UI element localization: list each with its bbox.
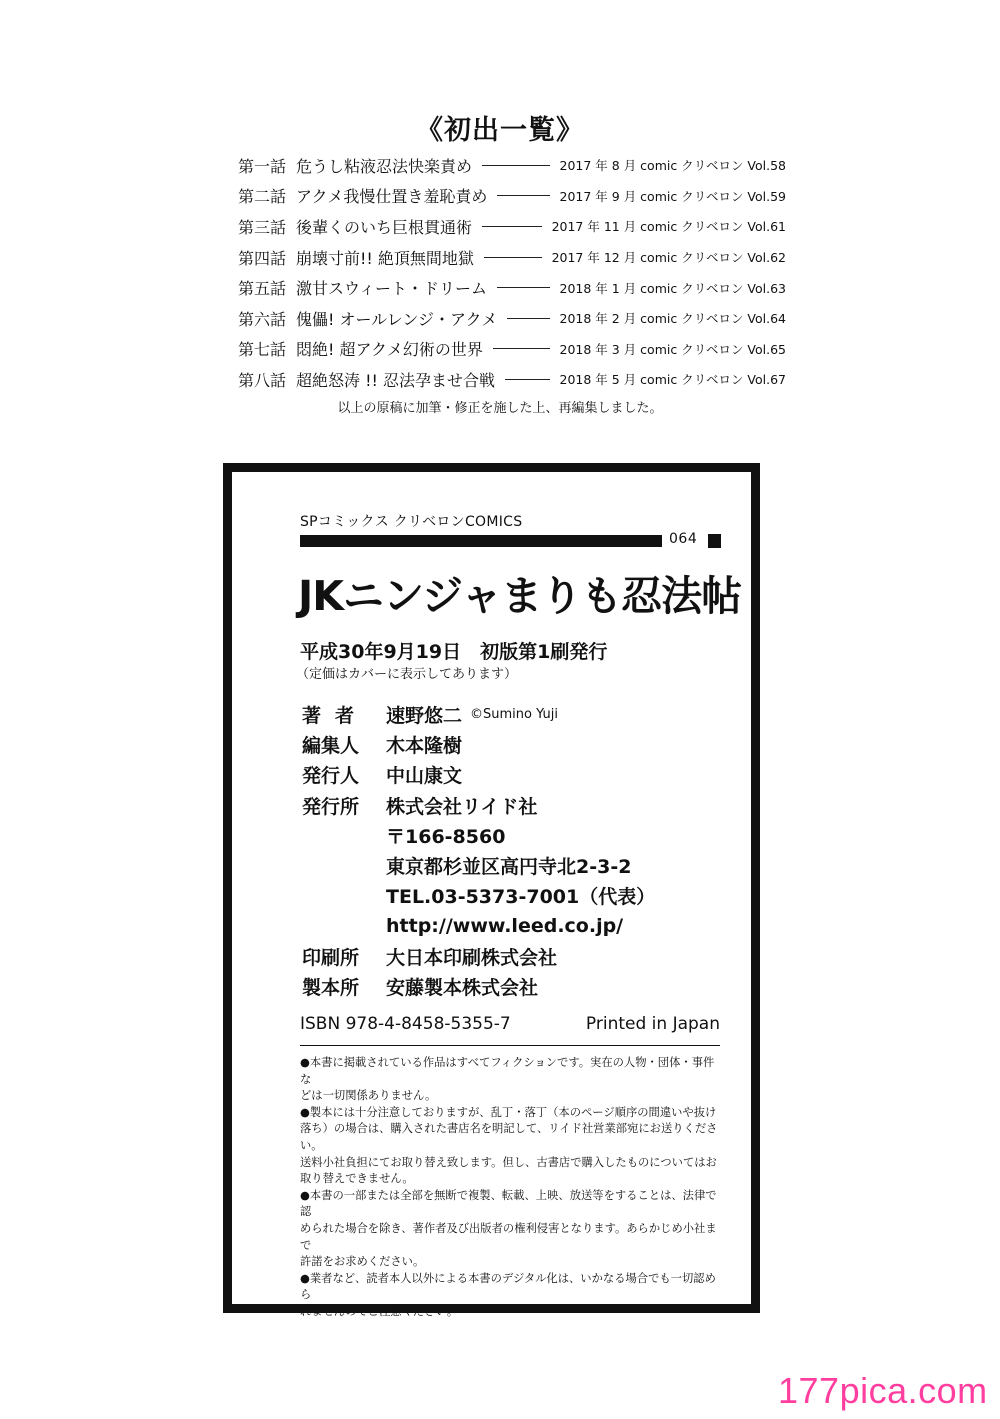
volume-square: [708, 534, 721, 548]
credit-row: [302, 881, 732, 911]
notice-item: [300, 1055, 725, 1105]
leader-line: [484, 257, 542, 258]
notice-line: ●本書の一部または全部を無断で複製、転載、上映、放送等をすることは、法律で認: [300, 1188, 717, 1219]
publication-date: 平成30年9月19日 初版第1刷発行: [300, 641, 608, 663]
episode-row: [238, 272, 786, 303]
episode-number: 第五話: [238, 279, 287, 299]
leader-line: [493, 348, 550, 349]
episode-title: 危うし粘液忍法快楽責め: [296, 156, 473, 176]
printed-in: Printed in Japan: [585, 1014, 720, 1034]
leader-line: [497, 287, 549, 288]
credit-label: 発行人: [302, 765, 360, 788]
credit-row: [302, 790, 732, 820]
credit-row: [302, 941, 732, 971]
credit-label: 発行所: [302, 795, 360, 818]
credit-value: 速野悠二: [386, 704, 463, 727]
credit-value: 木本隆樹: [386, 734, 463, 757]
episode-number: 第一話: [238, 156, 287, 176]
notices: [300, 1055, 725, 1321]
series-label: SPコミックス クリベロンCOMICS: [300, 514, 523, 530]
episode-number: 第六話: [238, 309, 287, 329]
notice-item: [300, 1271, 725, 1321]
credit-value: 東京都杉並区高円寺北2-3-2: [386, 856, 632, 879]
episode-number: 第七話: [238, 340, 287, 360]
first-appearance-title: 《初出一覧》: [416, 115, 584, 146]
notice-item: [300, 1188, 725, 1271]
credit-row: [302, 820, 732, 850]
credit-row: [302, 911, 732, 941]
episode-row: [238, 181, 786, 212]
episode-source: 2017 年 12 月 comic クリベロン Vol.62: [551, 250, 786, 266]
credit-row: [302, 729, 732, 759]
revision-note: 以上の原稿に加筆・修正を施した上、再編集しました。: [337, 401, 663, 416]
episode-row: [238, 364, 786, 395]
episode-list: [238, 150, 786, 395]
episode-source: 2018 年 2 月 comic クリベロン Vol.64: [559, 311, 786, 327]
notice-line: ●業者など、読者本人以外による本書のデジタル化は、いかなる場合でも一切認めら: [300, 1271, 716, 1302]
notice-line: どは一切関係ありません。: [300, 1089, 437, 1103]
credit-label: 編集人: [302, 734, 360, 757]
episode-number: 第四話: [238, 248, 287, 268]
price-note: （定価はカバーに表示してあります）: [296, 667, 518, 682]
notice-line: 落ち）の場合は、購入された書店名を明記して、リイド社営業部宛にお送りください。: [300, 1122, 718, 1152]
title-bar: [300, 535, 662, 547]
leader-line: [497, 195, 549, 196]
credits-list: [302, 699, 732, 1002]
episode-title: 悶絶! 超アクメ幻術の世界: [296, 340, 483, 360]
episode-title: 後輩くのいち巨根貫通術: [296, 217, 473, 237]
episode-row: [238, 242, 786, 273]
episode-source: 2018 年 5 月 comic クリベロン Vol.67: [559, 372, 786, 388]
credit-value: 中山康文: [386, 765, 463, 788]
leader-line: [505, 379, 550, 380]
notice-item: [300, 1105, 725, 1188]
credit-value: 大日本印刷株式会社: [386, 947, 558, 970]
credit-label: 印刷所: [302, 947, 360, 970]
watermark: 177pica.com: [778, 1370, 988, 1411]
episode-source: 2017 年 8 月 comic クリベロン Vol.58: [559, 158, 786, 174]
notice-line: 取り替えできません。: [300, 1172, 414, 1186]
leader-line: [482, 165, 550, 166]
credit-value: 株式会社リイド社: [386, 795, 538, 818]
credit-value: http://www.leed.co.jp/: [386, 915, 624, 938]
credit-label: 製本所: [302, 977, 360, 1000]
leader-line: [482, 226, 542, 227]
leader-line: [507, 318, 549, 319]
book-title: JKニンジャまりも忍法帖: [298, 572, 742, 620]
episode-title: 傀儡! オールレンジ・アクメ: [296, 309, 498, 329]
credit-row: [302, 972, 732, 1002]
episode-row: [238, 211, 786, 242]
credit-value: 〒166-8560: [386, 825, 506, 848]
episode-row: [238, 303, 786, 334]
episode-number: 第二話: [238, 187, 287, 207]
notice-line: ●製本には十分注意しておりますが、乱丁・落丁（本のページ順序の間違いや抜け: [300, 1105, 717, 1119]
episode-number: 第三話: [238, 217, 287, 237]
episode-source: 2018 年 3 月 comic クリベロン Vol.65: [559, 341, 786, 357]
divider: [300, 1045, 720, 1046]
episode-title: 超絶怒涛 !! 忍法孕ませ合戦: [296, 370, 496, 390]
episode-source: 2018 年 1 月 comic クリベロン Vol.63: [559, 280, 786, 296]
episode-row: [238, 150, 786, 181]
credit-value: 安藤製本株式会社: [386, 977, 539, 1000]
episode-number: 第八話: [238, 370, 287, 390]
notice-line: められた場合を除き、著作者及び出版者の権利侵害となります。あらかじめ小社まで: [300, 1221, 717, 1252]
episode-title: 激甘スウィート・ドリーム: [296, 279, 488, 299]
volume-number: 064: [669, 531, 698, 547]
episode-source: 2017 年 11 月 comic クリベロン Vol.61: [551, 219, 786, 235]
isbn: ISBN 978-4-8458-5355-7: [300, 1014, 511, 1034]
episode-source: 2017 年 9 月 comic クリベロン Vol.59: [559, 188, 786, 204]
episode-title: アクメ我慢仕置き羞恥責め: [296, 187, 488, 207]
notice-line: 送料小社負担にてお取り替え致します。但し、古書店で購入したものについてはお: [300, 1155, 717, 1169]
notice-line: 許諾をお求めください。: [300, 1255, 425, 1269]
credit-row: [302, 850, 732, 880]
credit-row: [302, 760, 732, 790]
copyright: ©Sumino Yuji: [470, 706, 559, 722]
credit-label: 著者: [302, 704, 369, 727]
episode-title: 崩壊寸前!! 絶頂無間地獄: [296, 248, 474, 268]
credit-row: [302, 699, 732, 729]
notice-line: ●本書に掲載されている作品はすべてフィクションです。実在の人物・団体・事件な: [300, 1056, 715, 1086]
episode-row: [238, 334, 786, 365]
credit-value: TEL.03-5373-7001（代表）: [386, 886, 656, 909]
notice-line: れませんのでご注意ください。: [300, 1304, 459, 1318]
isbn-row: [300, 1014, 720, 1034]
